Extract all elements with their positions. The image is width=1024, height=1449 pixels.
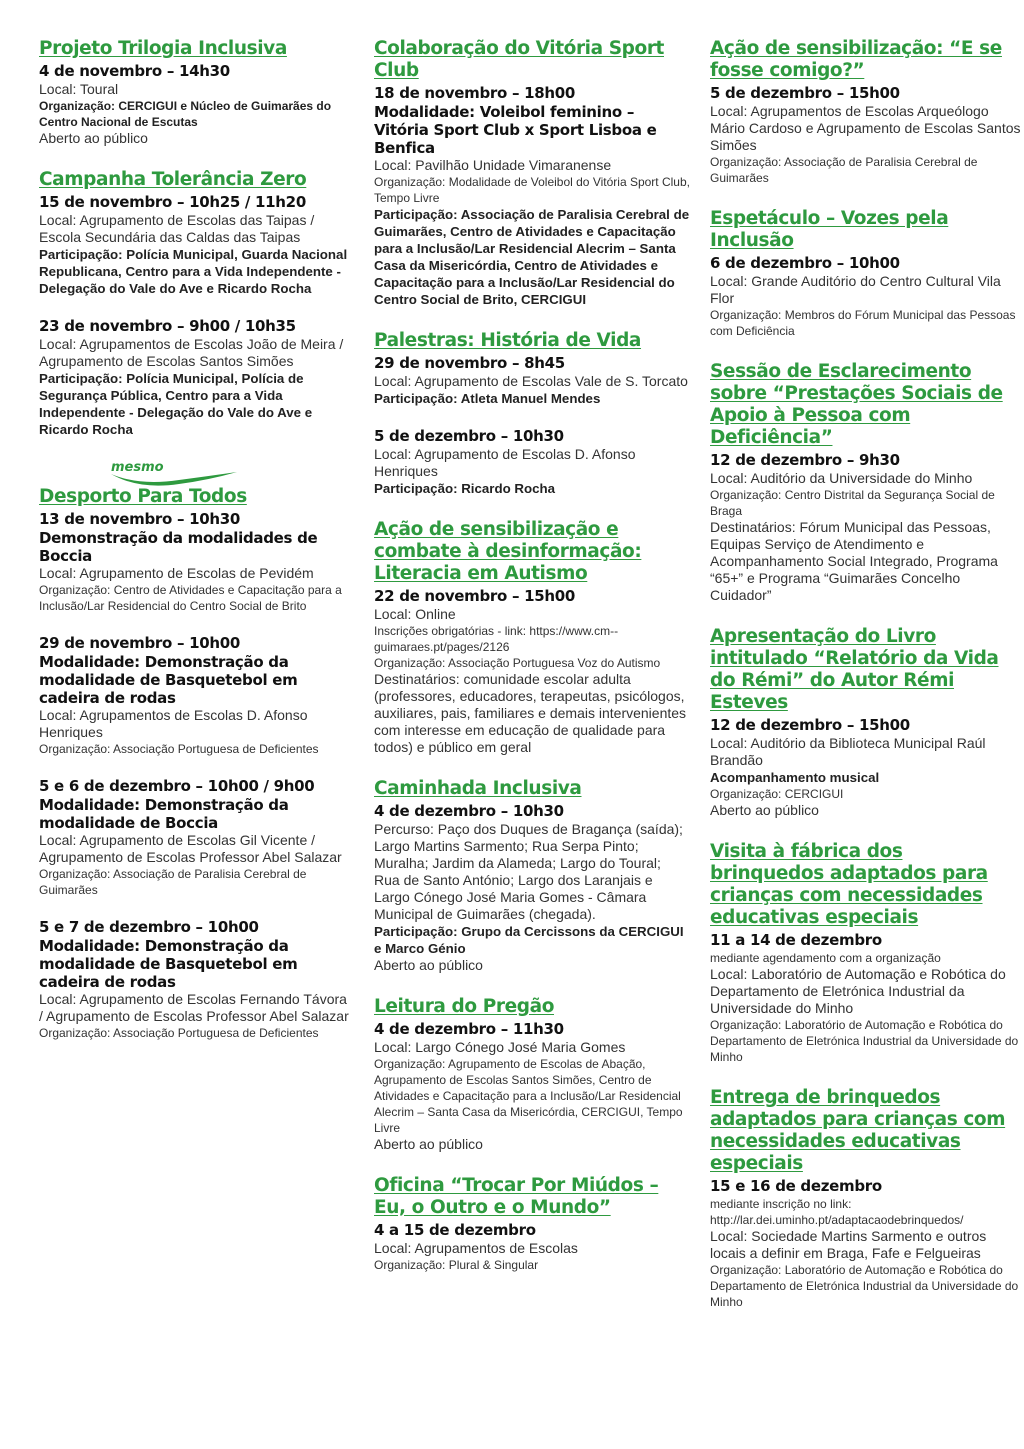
event-detail: Aberto ao público [39,130,148,146]
event-note: Organização: Associação de Paralisia Cerebral de Guimarães [710,155,978,185]
event-note: Organização: CERCIGUI [710,787,844,801]
event-participants: Acompanhamento musical [710,770,880,785]
event-section [374,996,690,1153]
event-title: Projeto Trilogia Inclusiva [39,38,287,59]
event-detail: Local: Sociedade Martins Sarmento e outros locais a definir em Braga, Fafe e Felgueiras [710,1228,987,1261]
event-date: 12 de dezembro – 9h30 [710,451,900,469]
event-date: 13 de novembro – 10h30 [39,510,241,528]
event-detail: Local: Auditório da Universidade do Minho [710,470,973,486]
event-note: Organização: Agrupamento de Escolas de Abação, Agrupamento de Escolas Santos Simões, Centro de Atividades e Capacitação para a Inclusão/Lar Residencial Alecrim – Santa Casa da Misericórdia, CERCIGUI, Tempo Livre [374,1057,683,1135]
event-note: Organização: Laboratório de Automação e Robótica do Departamento de Eletrónica Industrial da Universidade do Minho [710,1018,1019,1064]
column-left [39,38,351,1063]
event-date: 29 de novembro – 8h45 [374,354,565,372]
event-detail: Local: Agrupamentos de Escolas D. Afonso Henriques [39,707,308,740]
event-title: Apresentação do Livro intitulado “Relatório da Vida do Rémi” do Autor Rémi Esteves [710,626,999,713]
event-date: 29 de novembro – 10h00 [39,634,241,652]
event-title: Colaboração do Vitória Sport Club [374,38,664,81]
event-detail: Aberto ao público [374,957,483,973]
event-section [710,1087,1022,1310]
event-note: Organização: Modalidade de Voleibol do Vitória Sport Club, Tempo Livre [374,175,690,205]
event-detail: Local: Online [374,606,456,622]
event-note: Organização: Associação de Paralisia Cerebral de Guimarães [39,867,307,897]
event-title: Palestras: História de Vida [374,330,642,351]
event-section [710,626,1022,819]
event-note: mediante inscrição no link: http://lar.dei.uminho.pt/adaptacaodebrinquedos/ [710,1197,964,1227]
event-detail: Local: Laboratório de Automação e Robótica do Departamento de Eletrónica Industrial da Universidade do Minho [710,966,1006,1016]
event-title: Oficina “Trocar Por Miúdos – Eu, o Outro e o Mundo” [374,1175,659,1218]
event-detail: Percurso: Paço dos Duques de Bragança (saída); Largo Martins Sarmento; Rua Serpa Pinto; Muralha; Jardim da Alameda; Largo do Toural; Rua de Santo António; Largo dos Laranjais e Largo Cónego José Maria Gomes - Câmara Municipal de Guimarães (chegada). [374,821,683,922]
event-detail: Local: Agrupamento de Escolas das Taipas / Escola Secundária das Caldas das Taipas [39,212,315,245]
event-note: Organização: Membros do Fórum Municipal das Pessoas com Deficiência [710,308,1016,338]
event-date: 11 a 14 de dezembro [710,931,882,949]
event-date: 4 de novembro – 14h30 [39,62,230,80]
event-date: 6 de dezembro – 10h00 [710,254,900,272]
event-detail: Local: Agrupamento de Escolas de Pevidém [39,565,314,581]
event-note: Organização: Associação Portuguesa de Deficientes [39,742,319,756]
event-participants: Participação: Associação de Paralisia Cerebral de Guimarães, Centro de Atividades e Capacitação para a Inclusão/Lar Residencial Alecrim – Santa Casa da Misericórdia, Centro de Atividades e Capacitação para a Inclusão/Lar Residencial do Centro Social de Brito, CERCIGUI [374,207,690,307]
event-detail: Local: Agrupamento de Escolas D. Afonso Henriques [374,446,636,479]
event-date: 23 de novembro – 9h00 / 10h35 [39,317,296,335]
swoosh-icon [109,470,239,486]
event-date: 5 e 7 de dezembro – 10h00 [39,918,259,936]
event-note: Organização: Associação Portuguesa Voz do Autismo [374,656,661,670]
event-title: Ação de sensibilização e combate à desinformação: Literacia em Autismo [374,519,642,584]
event-detail: Aberto ao público [374,1136,483,1152]
event-title: Espetáculo – Vozes pela Inclusão [710,208,949,251]
event-participants: Participação: Atleta Manuel Mendes [374,391,601,406]
event-detail: Local: Agrupamentos de Escolas [374,1240,578,1256]
event-detail: Local: Pavilhão Unidade Vimaranense [374,157,612,173]
event-section [39,38,351,147]
event-note: Organização: Centro Distrital da Segurança Social de Braga [710,488,995,518]
event-title: Entrega de brinquedos adaptados para crianças com necessidades educativas especiais [710,1087,1006,1174]
event-date: 4 de dezembro – 10h30 [374,802,564,820]
event-title: Campanha Tolerância Zero [39,169,307,190]
event-detail: Local: Auditório da Biblioteca Municipal Raúl Brandão [710,735,986,768]
event-note: Organização: Centro de Atividades e Capacitação para a Inclusão/Lar Residencial do Centro Social de Brito [39,583,342,613]
event-participants: Participação: Grupo da Cercissons da CERCIGUI e Marco Génio [374,924,684,956]
event-note: Inscrições obrigatórias - link: https://www.cm--guimaraes.pt/pages/2126 [374,624,619,654]
event-subtitle: Modalidade: Voleibol feminino – Vitória Sport Club x Sport Lisboa e Benfica [374,103,657,157]
event-section [374,778,690,974]
event-note: Organização: Plural & Singular [374,1258,539,1272]
event-date: 5 e 6 de dezembro – 10h00 / 9h00 [39,777,315,795]
event-detail: Local: Agrupamento de Escolas Gil Vicente / Agrupamento de Escolas Professor Abel Salazar [39,832,342,865]
event-date: 4 de dezembro – 11h30 [374,1020,564,1038]
mesmo-logo-text: mesmo [111,460,164,475]
event-note: Organização: CERCIGUI e Núcleo de Guimarães do Centro Nacional de Escutas [39,99,332,129]
event-section [710,361,1022,604]
event-detail: Destinatários: Fórum Municipal das Pessoas, Equipas Serviço de Atendimento e Acompanhamento Social Integrado, Programa “65+” e Programa “Guimarães Concelho Cuidador” [710,519,998,603]
event-detail: Aberto ao público [710,802,819,818]
event-section [374,1175,690,1273]
event-detail: Local: Agrupamentos de Escolas Arqueólogo Mário Cardoso e Agrupamento de Escolas Santos Simões [710,103,1021,153]
event-date: 15 e 16 de dezembro [710,1177,882,1195]
event-date: 12 de dezembro – 15h00 [710,716,910,734]
event-date: 4 a 15 de dezembro [374,1221,536,1239]
event-detail: Local: Agrupamento de Escolas Vale de S. Torcato [374,373,688,389]
event-date: 15 de novembro – 10h25 / 11h20 [39,193,306,211]
event-section [710,208,1022,339]
event-detail: Local: Agrupamentos de Escolas João de Meira / Agrupamento de Escolas Santos Simões [39,336,344,369]
event-subtitle: Modalidade: Demonstração da modalidade de Basquetebol em cadeira de rodas [39,653,298,707]
event-section [710,841,1022,1065]
event-participants: Participação: Ricardo Rocha [374,481,556,496]
event-section [39,169,351,438]
event-title: Sessão de Esclarecimento sobre “Prestações Sociais de Apoio à Pessoa com Deficiência” [710,361,1003,448]
event-note: mediante agendamento com a organização [710,951,941,965]
event-section [710,38,1022,186]
event-participants: Participação: Polícia Municipal, Guarda Nacional Republicana, Centro para a Vida Independente - Delegação do Vale do Ave e Ricardo Rocha [39,247,348,296]
event-section [374,330,690,497]
event-title: Caminhada Inclusiva [374,778,582,799]
event-detail: Local: Largo Cónego José Maria Gomes [374,1039,626,1055]
column-middle [374,38,690,1295]
event-subtitle: Demonstração da modalidades de Boccia [39,529,318,565]
event-participants: Participação: Polícia Municipal, Polícia de Segurança Pública, Centro para a Vida Independente - Delegação do Vale do Ave e Ricardo Rocha [39,371,313,437]
event-detail: Destinatários: comunidade escolar adulta (professores, educadores, terapeutas, psicólogos, auxiliares, pais, familiares e demais intervenientes com interesse em educação de qualidade para todos) e público em geral [374,671,687,755]
event-title: Ação de sensibilização: “E se fosse comigo?” [710,38,1002,81]
mesmo-logo [39,460,351,486]
column-right [710,38,1022,1332]
event-subtitle: Modalidade: Demonstração da modalidade de Basquetebol em cadeira de rodas [39,937,298,991]
event-title: Leitura do Pregão [374,996,554,1017]
event-section [374,519,690,756]
event-date: 22 de novembro – 15h00 [374,587,576,605]
event-title: Visita à fábrica dos brinquedos adaptados para crianças com necessidades educativas especiais [710,841,988,928]
event-note: Organização: Associação Portuguesa de Deficientes [39,1026,319,1040]
event-subtitle: Modalidade: Demonstração da modalidade de Boccia [39,796,289,832]
event-detail: Local: Toural [39,81,119,97]
event-date: 18 de novembro – 18h00 [374,84,576,102]
event-date: 5 de dezembro – 15h00 [710,84,900,102]
event-note: Organização: Laboratório de Automação e Robótica do Departamento de Eletrónica Industrial da Universidade do Minho [710,1263,1019,1309]
event-section [374,38,690,308]
event-detail: Local: Agrupamento de Escolas Fernando Távora / Agrupamento de Escolas Professor Abel Salazar [39,991,349,1024]
event-section [39,460,351,1041]
event-detail: Local: Grande Auditório do Centro Cultural Vila Flor [710,273,1001,306]
event-date: 5 de dezembro – 10h30 [374,427,564,445]
event-title: Desporto Para Todos [39,486,247,507]
